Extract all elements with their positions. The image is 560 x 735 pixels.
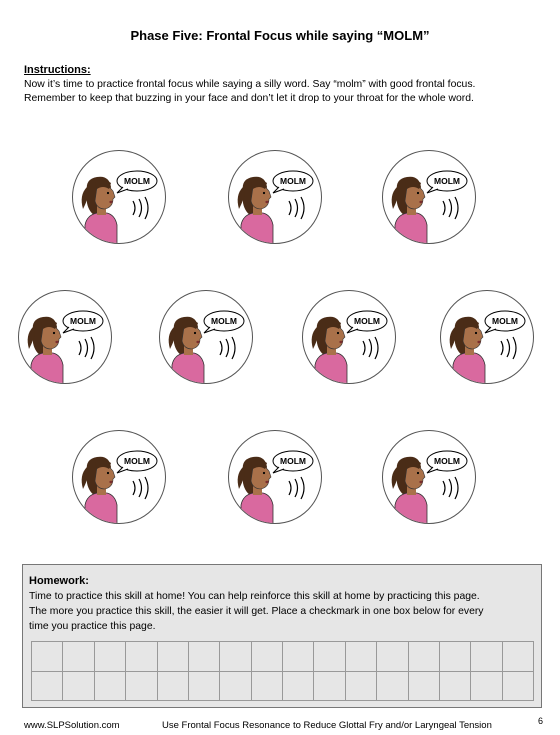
practice-circle [72,430,166,524]
bubble-word: MOLM [434,176,460,186]
practice-checkbox[interactable] [189,642,220,672]
page-title: Phase Five: Frontal Focus while saying “MOLM” [130,28,430,43]
practice-checkbox[interactable] [252,672,283,702]
practice-checkbox[interactable] [283,642,314,672]
practice-checkbox[interactable] [346,672,377,702]
instructions-line-1: Now it’s time to practice frontal focus while saying a silly word. Say “molm” with good frontal focus. [24,79,476,90]
practice-circle [382,150,476,244]
homework-heading: Homework: [29,575,89,587]
homework-box [22,564,542,708]
practice-circle [228,430,322,524]
practice-checkbox[interactable] [252,642,283,672]
practice-checkbox[interactable] [32,642,63,672]
bubble-word: MOLM [492,316,518,326]
instructions-text [24,78,544,106]
practice-checkbox[interactable] [63,672,94,702]
girl-speaking-icon [160,291,253,384]
practice-checkbox[interactable] [220,672,251,702]
practice-circle [382,430,476,524]
practice-checkbox[interactable] [314,672,345,702]
bubble-word: MOLM [124,456,150,466]
practice-circle [228,150,322,244]
bubble-word: MOLM [280,176,306,186]
girl-speaking-icon [383,431,476,524]
footer-website[interactable]: www.SLPSolution.com [24,720,120,731]
instructions-line-2: Remember to keep that buzzing in your face and don’t let it drop to your throat for the whole word. [24,93,474,104]
girl-speaking-icon [73,431,166,524]
bubble-word: MOLM [211,316,237,326]
practice-checkbox[interactable] [314,642,345,672]
homework-text [29,589,535,634]
girl-speaking-icon [383,151,476,244]
practice-checkbox[interactable] [471,642,502,672]
practice-circle [18,290,112,384]
practice-checkbox[interactable] [95,642,126,672]
practice-checkbox[interactable] [503,672,534,702]
practice-checkbox[interactable] [503,642,534,672]
bubble-word: MOLM [280,456,306,466]
practice-checkbox[interactable] [440,642,471,672]
practice-checkbox[interactable] [440,672,471,702]
girl-speaking-icon [229,151,322,244]
homework-line-2: The more you practice this skill, the easier it will get. Place a checkmark in one box below for every [29,606,484,617]
practice-checkbox[interactable] [158,642,189,672]
practice-circle [72,150,166,244]
bubble-word: MOLM [70,316,96,326]
practice-checkbox[interactable] [409,642,440,672]
practice-checkbox[interactable] [126,672,157,702]
practice-circle [159,290,253,384]
bubble-word: MOLM [124,176,150,186]
girl-speaking-icon [229,431,322,524]
practice-circle [302,290,396,384]
page-number: 6 [538,716,544,726]
practice-checkbox[interactable] [409,672,440,702]
practice-checkbox[interactable] [32,672,63,702]
homework-line-3: time you practice this page. [29,621,156,632]
girl-speaking-icon [441,291,534,384]
practice-checkbox[interactable] [126,642,157,672]
practice-checkbox[interactable] [220,642,251,672]
instructions-heading: Instructions: [24,64,91,76]
homework-line-1: Time to practice this skill at home! You can help reinforce this skill at home by practicing this page. [29,591,480,602]
practice-checkbox[interactable] [158,672,189,702]
practice-checkbox[interactable] [471,672,502,702]
girl-speaking-icon [303,291,396,384]
practice-checkbox[interactable] [95,672,126,702]
girl-speaking-icon [73,151,166,244]
bubble-word: MOLM [354,316,380,326]
girl-speaking-icon [19,291,112,384]
practice-checkbox[interactable] [346,642,377,672]
checkbox-grid [31,641,534,701]
practice-checkbox[interactable] [63,642,94,672]
bubble-word: MOLM [434,456,460,466]
practice-checkbox[interactable] [283,672,314,702]
footer-subtitle: Use Frontal Focus Resonance to Reduce Glottal Fry and/or Laryngeal Tension [162,720,492,731]
practice-checkbox[interactable] [377,672,408,702]
practice-checkbox[interactable] [377,642,408,672]
practice-circle [440,290,534,384]
practice-checkbox[interactable] [189,672,220,702]
